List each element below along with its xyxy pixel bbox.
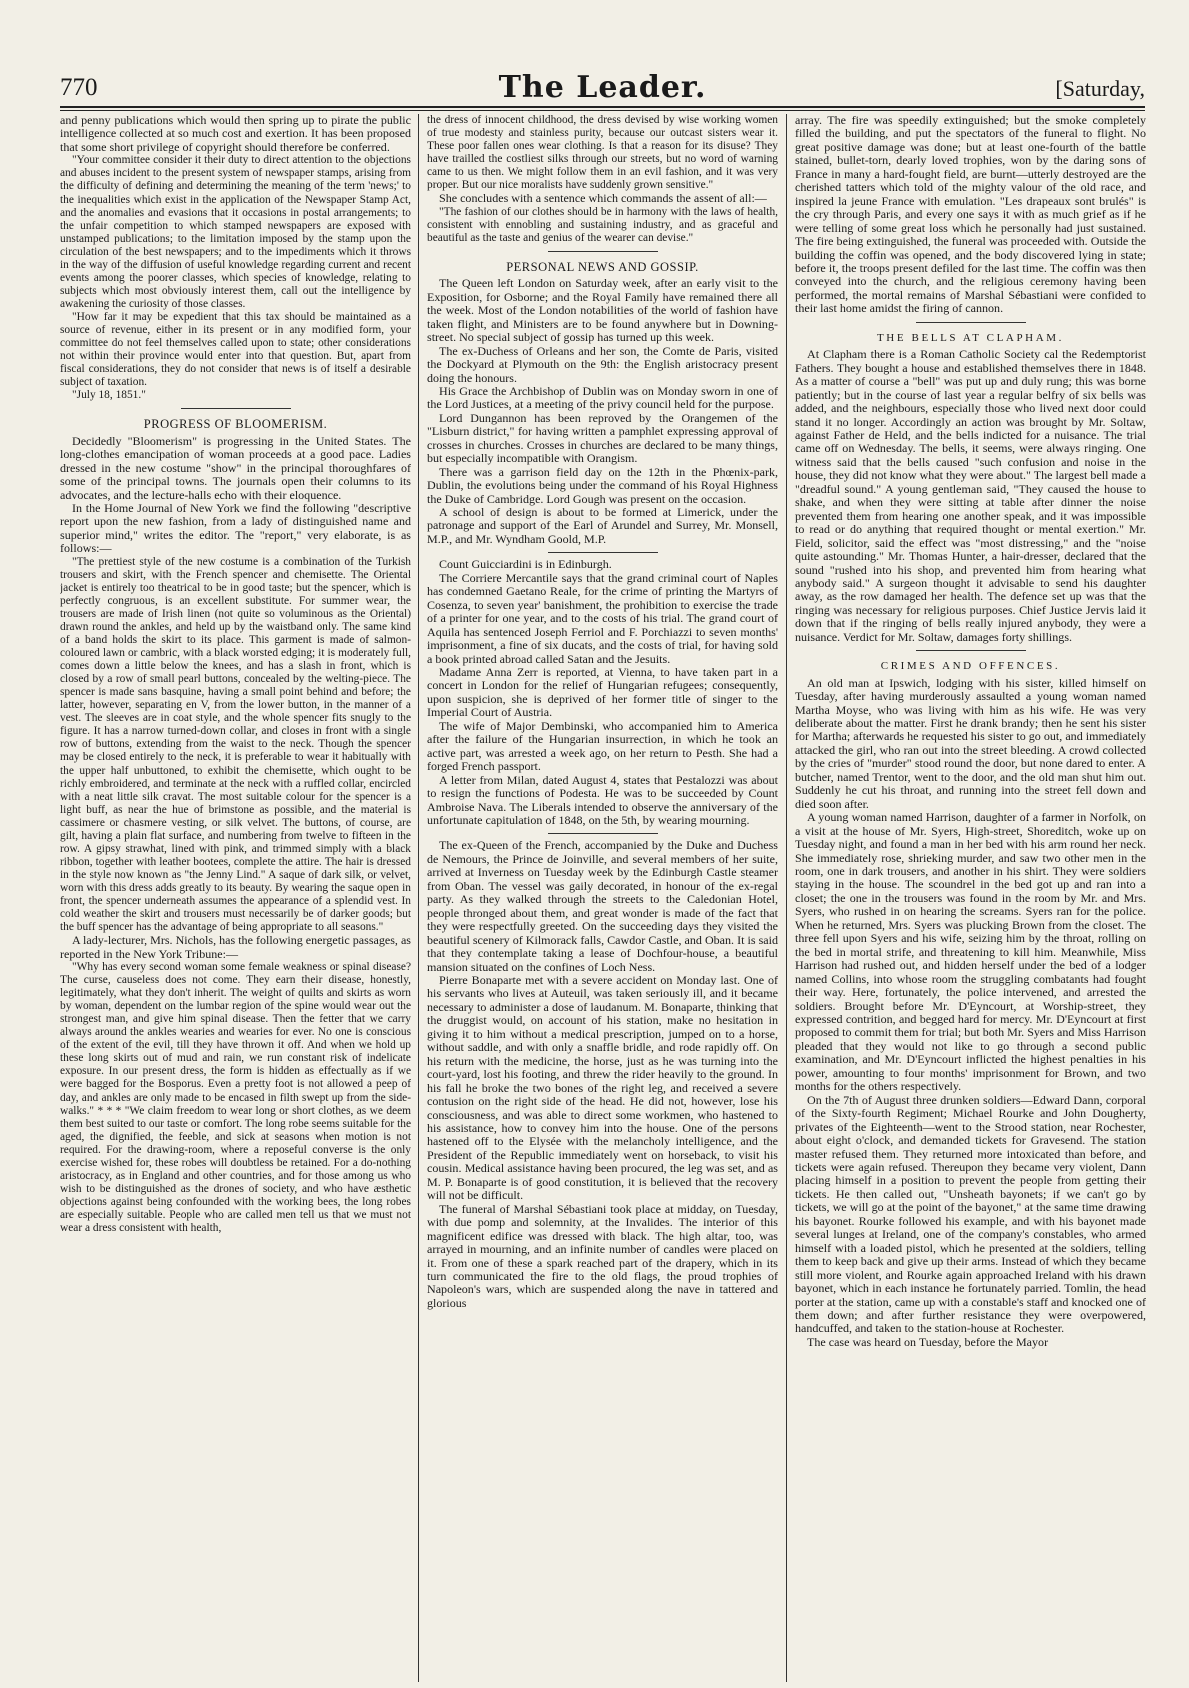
column-divider: [418, 114, 419, 1682]
paragraph: The wife of Major Dembinski, who accompanied him to America after the failure of the Hungarian insurrection, in which he took an active part, was arrested a week ago, on her return to Pesth. She had a forged French passport.: [427, 718, 778, 774]
paragraph: and penny publications which would then spring up to pirate the public intelligence collected at so much cost and exertion. It has been proposed that some short privilege of copyright should therefore be conferred.: [60, 114, 411, 154]
paragraph: At Clapham there is a Roman Catholic Society cal the Redemptorist Fathers. They bought a house and established themselves there in 1848. As a matter of course a "bell" was put up and duly rung; this was borne patiently; but in the course of last year a regular belfry of six bells was added, and the neighbours, especially those who lived next door could stand it no longer. Accordingly an action was brought by Mr. Soltaw, against Father de Held, and the bells indicted for a nuisance. The trial came off on Wednesday. The bells, it seems, were always ringing. One witness said that the bells caused "such confusion and noise in the house, they did not know what they were about." The largest bell made a "dreadful sound." A young gentleman said, "They caused the house to shake, and when they were sitting at table after dinner the noise prevented them from hearing one another speak, and it was impossible to read or do anything that required thought or mental exertion." Mr. Field, solicitor, said the effect was "most distressing," and the "noise quite astounding." Mr. Thomas Hunter, a hair-dresser, declared that the sound "rushed into his shop, and prevented him from hearing what anybody said." A surgeon thought it advisable to send his daughter away, as the row damaged her health. The defence set up was that the ringing was necessary for religious purposes. Chief Justice Jervis laid it down that if the ringing of bells really injured anybody, they were a nuisance. Verdict for Mr. Soltaw, damages forty shillings.: [795, 347, 1146, 644]
item-separator: [548, 833, 658, 834]
quoted-paragraph: "Your committee consider it their duty to direct attention to the objections and abuses incident to the present system of newspaper stamps, arising from the difficulty of defining and determining the meaning of the term 'news;' to the inequalities which exist in the application of the Newspaper Stamp Act, and the anomalies and evasions that it occasions in postal arrangements; to the unfair competition to which stamped newspapers are exposed with unstamped publications; to the limitation imposed by the stamp upon the circulation of the best newspapers; and to the impediments which it throws in the way of the diffusion of useful knowledge regarding current and recent events among the poorer classes, which species of knowledge, relating to subjects which most obviously interest them, call out the intelligence by awakening the curiosity of those classes.: [60, 154, 411, 310]
paragraph: The ex-Duchess of Orleans and her son, the Comte de Paris, visited the Dockyard at Plymouth on the 9th: the English aristocracy present doing the honours.: [427, 343, 778, 385]
paragraph: A letter from Milan, dated August 4, states that Pestalozzi was about to resign the functions of Podesta. He was to be succeeded by Count Ambroise Nava. The Liberals intended to observe the anniversary of the unfortunate capitulation of 1848, on the 5th, by wearing mourning.: [427, 772, 778, 827]
item-separator: [548, 552, 658, 553]
section-separator: [916, 650, 1026, 651]
paragraph: The ex-Queen of the French, accompanied by the Duke and Duchess de Nemours, the Prince de Joinville, and several members of her suite, arrived at Inverness on Tuesday week by the Edinburgh Castle steamer from Oban. The vessel was gaily decorated, in honour of the ex-regal party. As they walked through the streets to the Caledonian Hotel, people thronged about them, and great wonder is made of the fact that they were respectfully greeted. On the succeeding days they visited the beautiful scenery of Kilmorack falls, Cawdor Castle, and Oban. It is said that they contemplate taking a lease of Dochfour-house, a beautiful mansion situated on the confines of Loch Ness.: [427, 838, 778, 974]
column-3: [795, 114, 1146, 1684]
quoted-paragraph: "How far it may be expedient that this tax should be maintained as a source of revenue, either in its present or in any modified form, your committee do not feel themselves called upon to state; other considerations not within their province would enter into that question. But, apart from fiscal considerations, they do not consider that news is of itself a desirable subject of taxation.: [60, 310, 411, 389]
paragraph: A young woman named Harrison, daughter of a farmer in Norfolk, on a visit at the house of Mr. Syers, High-street, Shoreditch, woke up on Tuesday night, and found a man in her bed with his arm round her neck. She immediately rose, shrieking murder, and saw two other men in the room, one in dark trousers, and another in his shirt. They were soldiers staying in the house. The scoundrel in the bed got up and ran into a closet; the one in the trousers was found in the room by Mr. and Mrs. Syers, who rushed in on hearing the screams. Syers ran for the police. When he returned, Mrs. Syers was plucking Brown from the closet. The three fell upon Syers and his wife, seizing him by the throat, rolling on the bed in mortal strife, and threatening to kill him. Meanwhile, Miss Harrison had rushed out, and hidden herself under the bed of a lodger named Collins, into whose room the struggling combatants had fought their way. Here, fortunately, the police intervened, and arrested the soldiers. Brought before Mr. D'Eyncourt, at Worship-street, they expressed contrition, and begged hard for mercy. Mr. D'Eyncourt at first proposed to commit them for trial; but both Mr. Syers and Miss Harrison pleaded that they would not like to go through a second public examination, and Mr. D'Eyncourt inflicted the highest penalties in his power, amounting to four months' imprisonment for Brown, and two months for the others respectively.: [795, 810, 1146, 1094]
paragraph: The case was heard on Tuesday, before the Mayor: [807, 1334, 1049, 1349]
quote-date: "July 18, 1851.": [72, 389, 146, 402]
paragraph: There was a garrison field day on the 12th in the Phœnix-park, Dublin, the evolutions being under the command of his Royal Highness the Duke of Cambridge. Lord Gough was present on the occasion.: [427, 464, 778, 506]
paragraph: She concludes with a sentence which commands the assent of all:—: [439, 191, 767, 206]
paragraph: Pierre Bonaparte met with a severe accident on Monday last. One of his servants who lives at Auteuil, was taken seriously ill, and it became necessary to administer a dose of laudanum. M. Bonaparte, thinking that the druggist would, on account of his station, make no hesitation in giving it to him without a medical prescription, jumped on to a horse, without saddle, and with only a snaffle bridle, and rode rapidly off. On his return with the medicine, the horse, just as he was turning into the court-yard, lost his footing, and threw the rider heavily to the ground. In his fall he broke the two bones of the right leg, and received a severe contusion on the right side of the head. He did not, however, lose his consciousness, and was able to direct some workmen, who hastened to his assistance, how to convey him into the house. One of the persons hastened off to the Elysée with the melancholy intelligence, and the President of the Republic immediately went on horseback, to visit his cousin. Medical assistance having been procured, the leg was set, and as M. P. Bonaparte is of good constitution, it is believed that the recovery will not be difficult.: [427, 972, 778, 1203]
section-heading-bells-clapham: THE BELLS AT CLAPHAM.: [876, 331, 1065, 344]
quoted-paragraph: "Why has every second woman some female weakness or spinal disease? The curse, causeless does not come. They earn their disease, honestly, legitimately, what they don't inherit. The weight of quilts and skirts as worn by woman, dependent on the lumbar region of the spine would wear out the strongest man, and give him spinal disease. Then the fetter that we carry always around the ankles wearies and wearies for ever. No one is conscious of the extent of the evil, till they have thrown it off. And when we hold up these long skirts out of mud and rain, we run constant risk of indelicate exposure. In our present dress, the form is hidden as effectually as if we were bagged for the Bosporus. Even a pretty foot is not allowed a peep of day, and ankles are only made to be encased in filth swept up from the side-walks." * * * "We claim freedom to wear long or short clothes, as we deem them best suited to our taste or comfort. The long robe seems suitable for the aged, the dignified, the feeble, and sick at seasons when motion is not required. For the drawing-room, where a reposeful converse is the only exercise wished for, these robes will doubtless be retained. For a do-nothing aristocracy, as in England and other countries, and for those among us who wish to be distinguished as the drones of society, and who have æsthetic objections against being confounded with the working bees, the long robes are especially suitable. People who are called men tell us that we must not wear a dress consistent with health,: [60, 961, 411, 1234]
page-number: 770: [60, 74, 98, 101]
header-rule: [60, 106, 1145, 108]
paragraph: The Queen left London on Saturday week, after an early visit to the Exposition, for Osborne; and the Royal Family have remained there all the week. Most of the London notabilities of the world of fashion have taken flight, and Ministers are to be found anywhere but in Downing-street. No special subject of gossip has turned up this week.: [427, 276, 778, 345]
paragraph: Decidedly "Bloomerism" is progressing in the United States. The long-clothes emancipation of woman proceeds at a good pace. Ladies dressed in the new costume "show" in the principal thoroughfares of some of the principal towns. The journals open their columns to its advocates, and the lecture-halls echo with their eloquence.: [60, 433, 411, 502]
section-separator: [181, 408, 291, 409]
paragraph: Lord Dungannon has been reproved by the Orangemen of the "Lisburn district," for having written a pamphlet expressing approval of crosses in churches. Crosses in churches are declared to be many things, but especially incompatible with Orangism.: [427, 410, 778, 466]
paragraph: An old man at Ipswich, lodging with his sister, killed himself on Tuesday, after having murderously assaulted a young woman named Martha Moyse, who was living with him as his wife. He was very deliberate about the matter. First he drank brandy; then he sent his sister for Martha; afterwards he requested his sister to go out, and immediately attacked the girl, who ran out into the street bleeding. A crowd collected by the cries of "murder" stood round the door, but none dared to enter. A butcher, named Trentor, went to the door, and the old man shut him out. Suddenly he cut his throat, and running into the street fell down and died soon after.: [795, 675, 1146, 811]
paragraph: His Grace the Archbishop of Dublin was on Monday sworn in one of the Lord Justices, at a meeting of the privy council held for the purpose.: [427, 383, 778, 412]
section-heading-personal-news: PERSONAL NEWS AND GOSSIP.: [506, 259, 699, 274]
paragraph: The Corriere Mercantile says that the grand criminal court of Naples has condemned Gaetano Reale, for the crime of printing the Martyrs of Cosenza, to seven year' banishment, the prohibition to exercise the trade of a printer for one year, and to the costs of his trial. The grand court of Aquila has sentenced Joseph Ferriol and F. Porchiazzi to seven months' imprisonment, a fine of six ducats, and the costs of trial, for having sold a book printed abroad called Satan and the Jesuits.: [427, 570, 778, 666]
paragraph: Madame Anna Zerr is reported, at Vienna, to have taken part in a concert in London for the relief of Hungarian refugees; consequently, upon suspicion, she is deprived of her former title of singer to the Imperial Court of Austria.: [427, 665, 778, 720]
paragraph: On the 7th of August three drunken soldiers—Edward Dann, corporal of the Sixty-fourth Regiment; Michael Rourke and John Dougherty, privates of the Eighteenth—went to the Strood station, near Rochester, about eight o'clock, and demanded tickets for Gravesend. The station master refused them. They returned more intoxicated than before, and tickets were again refused. Thereupon they became very violent, Dann placing himself in a position to prevent the people from getting their tickets. He then called out, "Unsheath bayonets; if we can't go by tickets, we will go at the point of the bayonet," at the same time drawing his bayonet. Rourke followed his example, and with his bayonet made several lunges at Ireland, one of the company's constables, who armed himself with a loaded pistol, which he presented at the soldiers, telling them to keep back and give up their arms. Instead of which they became still more violent, and Rourke again approached Ireland with his drawn bayonet, which in each instance he fortunately parried. Tomlin, the head porter at the station, came up with a constable's staff and knocked one of them down; and after further resistance they were overpowered, handcuffed, and taken to the station-house at Rochester.: [795, 1092, 1146, 1336]
paragraph: array. The fire was speedily extinguished; but the smoke completely filled the building, and put the spectators of the funeral to flight. No great positive damage was done; but at least one-fourth of the battle stained, bullet-torn, dearly loved trophies, won by the daring sons of France in many a hard-fought field, are burnt—utterly destroyed are the cherished tatters which told of the mighty valour of the old race, and inspired la jeune France with emulation. "Les drapeaux sont brulés" is the cry through Paris, and every one says it with as much grief as if he were telling of some great loss which he personally had just sustained. The fire being extinguished, the funeral was proceeded with. Outside the building the coffin was opened, and the body discovered lying in state; before it, the troops present defiled for the last time. The coffin was then conveyed into the church, and the religious ceremony having been performed, the mortal remains of Marshal Sébastiani were confided to their last home amidst the firing of cannon.: [795, 114, 1146, 316]
paragraph: Count Guicciardini is in Edinburgh.: [439, 557, 612, 572]
paragraph: A school of design is about to be formed at Limerick, under the patronage and support of the Earl of Arundel and Surrey, Mr. Monsell, M.P., and Mr. Wyndham Goold, M.P.: [427, 505, 778, 546]
section-separator: [916, 322, 1026, 323]
quoted-paragraph: "The fashion of our clothes should be in harmony with the laws of health, consistent with ennobling and sustaining industry, and as graceful and beautiful as the taste and genius of the wearer can devise.": [427, 205, 778, 244]
quoted-paragraph: the dress of innocent childhood, the dress devised by wise working women of true modesty and stainless purity, because our outcast sisters wear it. These poor fallen ones wear clothing. Is that a reason for its disuse? They have trailled the costliest silks through our streets, but no word of warning came to us then. We might follow them in an evil fashion, and it was very proper. But our nice moralists have suddenly grown sensitive.": [427, 114, 778, 192]
section-heading-bloomerism: PROGRESS OF BLOOMERISM.: [143, 417, 328, 432]
quoted-paragraph: "The prettiest style of the new costume is a combination of the Turkish trousers and skirt, with the French spencer and chemisette. The Oriental jacket is entirely too theatrical to be in good taste; but the spencer, which is perfectly congruous, is an excellent substitute. For summer wear, the trousers are made of Irish linen (not quite so voluminous as the Oriental) drawn round the ankles, and held up by the waistband only. The same kind of a band holds the skirt to its place. This garment is made of salmon-coloured lawn or cambric, with a black worsted edging; it is moderately full, comes down a little below the knees, and has a slash in front, which is closed by a row of small pearl buttons, concealed by the welting-piece. The spencer is made sans basquine, having a small point behind and before; the latter, however, separating en V, from the lower button, in the manner of a vest. The sleeves are in coat style, and the whole spencer fits snugly to the figure. It has a narrow turned-down collar, and closes in front with a single row of buttons, extending from the waist to the neck. Though the spencer may be closed entirely to the neck, it is preferable to wear it habitually with the upper half unbuttoned, to exhibit the chemisette, which ought to be richly embroidered, and terminate at the neck with a ruffled collar, encircled with a neat little silk cravat. The most suitable colour for the spencer is a light buff, as near the hue of brimstone as possible, and the material is cassimere or chasmere vesting, or silk velvet. The buttons, of course, are gilt, having a plain flat surface, and numbering from twelve to fifteen in the row. A gipsy strawhat, lined with pink, and trimmed simply with a black ribbon, together with leather bootees, complete the attire. The hair is dressed in the style now known as "the Jenny Lind." A saque of dark silk, or velvet, worn with this dress adds greatly to its beauty. By wearing the saque open in front, the spencer underneath assumes the appearance of a splendid vest. In cold weather the skirt and trousers must necessarily be of darker goods; but the buff spencer has the advantage of being appropriate to all seasons.": [60, 555, 411, 934]
column-2: [427, 114, 778, 1684]
masthead-title: The Leader.: [498, 70, 707, 105]
section-heading-crimes: CRIMES AND OFFENCES.: [880, 660, 1061, 673]
section-separator: [548, 251, 658, 252]
page-header: [60, 70, 1145, 105]
paragraph: The funeral of Marshal Sébastiani took place at midday, on Tuesday, with due pomp and solemnity, at the Invalides. The interior of this magnificent edifice was dressed with black. The high altar, too, was arrayed in mourning, and an infinite number of candles were placed on it. From one of these a spark reached part of the drapery, which in its turn communicated the fire to the old flags, the proud trophies of Napoleon's wars, which are suspended along the nave in tattered and glorious: [427, 1201, 778, 1310]
column-divider: [786, 114, 787, 1682]
column-1: [60, 114, 411, 1684]
header-rule-thin: [60, 110, 1145, 111]
header-day: [Saturday,: [1055, 76, 1145, 101]
paragraph: In the Home Journal of New York we find the following "descriptive report upon the new fashion, from a lady of distinguished name and superior mind," writes the editor. The "report," very elaborate, is as follows:—: [60, 500, 411, 556]
paragraph: A lady-lecturer, Mrs. Nichols, has the following energetic passages, as reported in the New York Tribune:—: [60, 933, 411, 961]
